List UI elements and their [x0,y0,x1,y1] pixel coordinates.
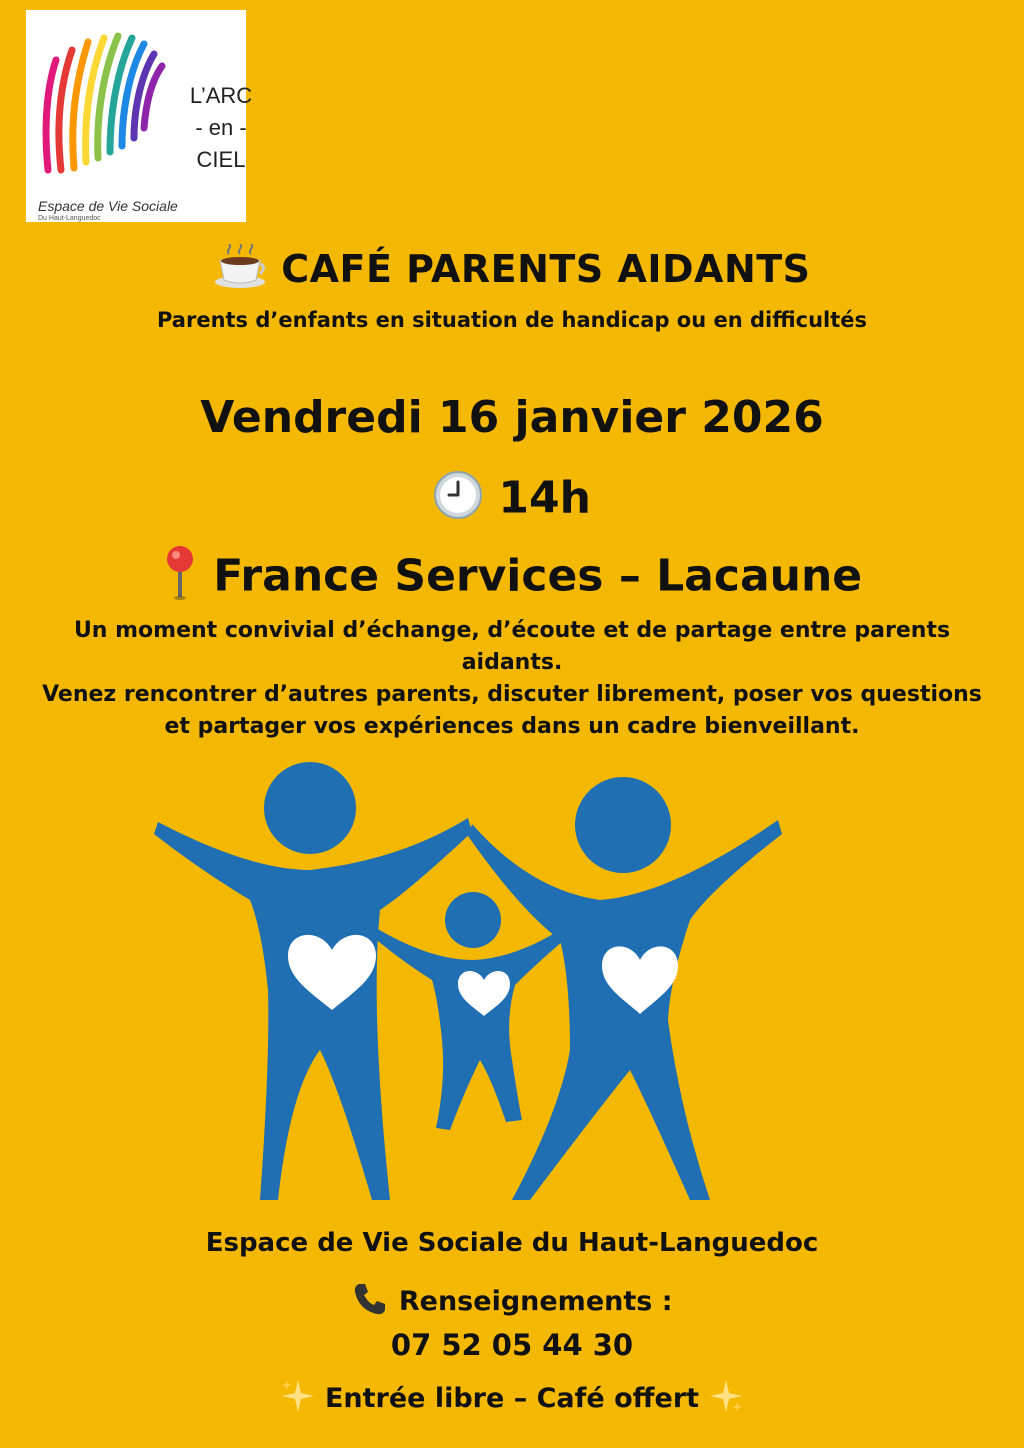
sparkles-icon [708,1378,744,1421]
phone-icon [351,1280,389,1325]
contact-row [0,1280,1024,1325]
event-location-row [0,545,1024,612]
event-description [0,615,1024,743]
page-title: CAFÉ PARENTS AIDANTS [281,247,811,291]
event-time: 14h [498,472,591,524]
child-head [445,892,501,948]
left-parent-body [154,818,472,1200]
phone-number[interactable]: 07 52 05 44 30 [390,1328,634,1362]
sparkles-icon [280,1378,316,1421]
description-line: Venez rencontrer d’autres parents, discuter librement, poser vos questions [42,682,982,707]
event-date: Vendredi 16 janvier 2026 [200,392,824,443]
right-parent-head [575,777,671,873]
entry-row [0,1378,1024,1421]
organization-name: Espace de Vie Sociale du Haut-Languedoc [205,1228,819,1258]
logo-subtitle: Espace de Vie Sociale [38,198,178,214]
logo-title-line: L’ARC [189,83,253,108]
pin-icon [162,545,198,612]
right-parent-body [468,820,782,1200]
page-subtitle: Parents d’enfants en situation de handicap ou en difficultés [156,308,868,332]
logo-title-line: - en - [195,115,247,140]
description-line: aidants. [461,650,563,675]
logo-title-line: CIEL [196,147,246,172]
event-time-row [0,470,1024,531]
description-line: Un moment convivial d’échange, d’écoute et de partage entre parents [73,618,951,643]
logo-subtitle-small: Du Haut-Languedoc [38,215,101,222]
coffee-icon [213,244,267,299]
event-location: France Services – Lacaune [213,550,863,602]
contact-label: Renseignements : [398,1286,673,1317]
logo [26,10,253,222]
child-body [372,922,576,1130]
clock-icon [433,470,483,531]
page-title-row [0,244,1024,299]
left-parent-head [264,762,356,854]
entry-text: Entrée libre – Café offert [324,1383,700,1414]
rainbow-logo-icon [26,10,176,200]
description-line: et partager vos expériences dans un cadre bienveillant. [164,714,860,739]
family-illustration [150,760,790,1210]
